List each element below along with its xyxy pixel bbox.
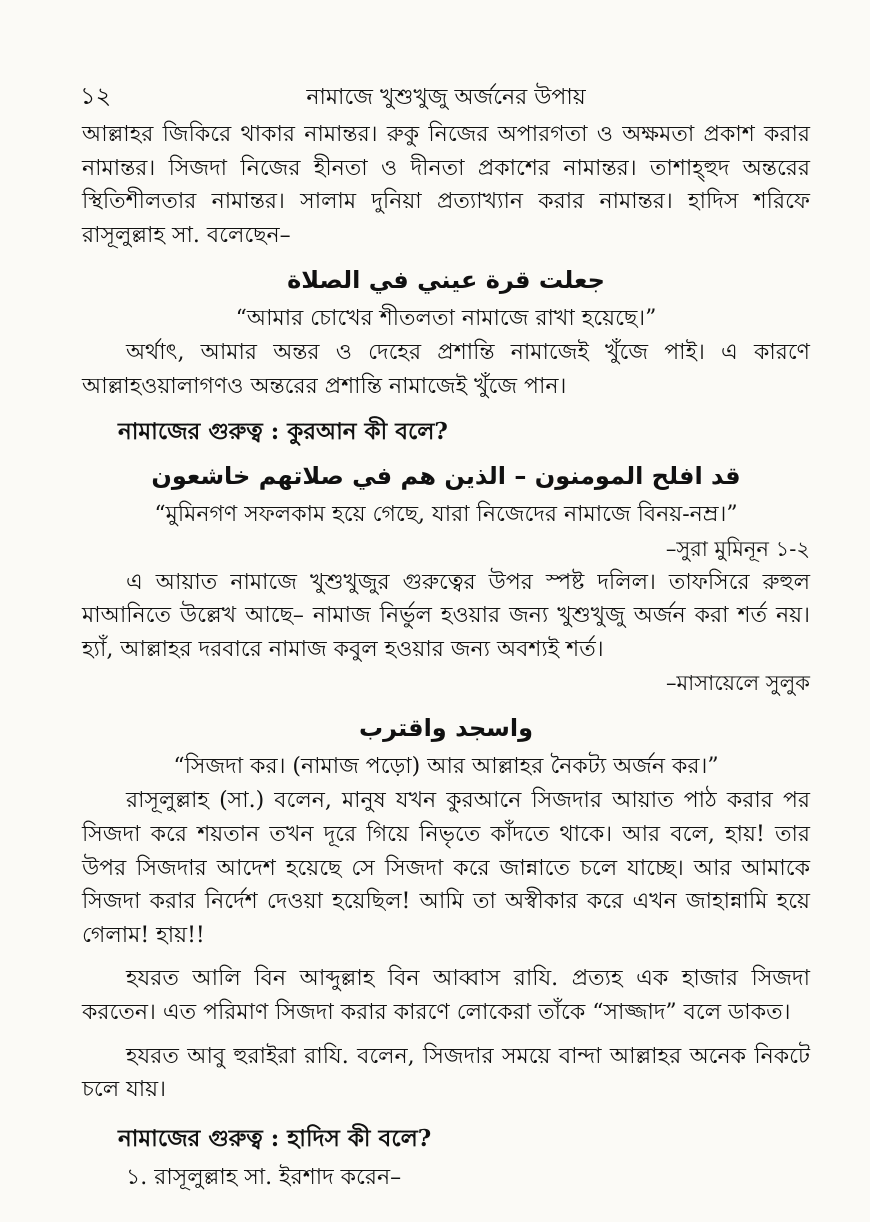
verse-source: –সুরা মুমিনূন ১-২ <box>665 536 810 561</box>
paragraph-6: হযরত আবু হুরাইরা রাযি. বলেন, সিজদার সময়ে বান্দা আল্লাহর অনেক নিকটে চলে যায়। <box>82 1043 810 1103</box>
section-heading-hadith: নামাজের গুরুত্ব : হাদিস কী বলে? <box>118 1124 432 1152</box>
paragraph-3: এ আয়াত নামাজে খুশুখুজুর গুরুত্বের উপর স্পষ্ট দলিল। তাফসিরে রুহুল মাআনিতে উল্লেখ আছে– নামাজ নির্ভুল হওয়ার জন্য খুশুখুজু অর্জন করা শর্ত নয়। হ্যাঁ, আল্লাহর দরবারে নামাজ কবুল হওয়ার জন্য অবশ্যই শর্ত। <box>82 569 810 662</box>
running-title: নামাজে খুশুখুজু অর্জনের উপায় <box>306 85 586 110</box>
hadith-translation: “আমার চোখের শীতলতা নামাজে রাখা হয়েছে।” <box>235 306 657 332</box>
paragraph-3-source: –মাসায়েলে সুলুক <box>666 671 810 696</box>
paragraph-2: অর্থাৎ, আমার অন্তর ও দেহের প্রশান্তি নামাজেই খুঁজে পাই। এ কারণে আল্লাহওয়ালাগণও অন্তরের প্রশান্তি নামাজেই খুঁজে পান। <box>82 340 810 399</box>
arabic-verse: قد افلح المومنون – الذين هم في صلاتهم خاشعون <box>151 461 741 490</box>
paragraph-7: ১. রাসূলুল্লাহ সা. ইরশাদ করেন– <box>126 1164 402 1190</box>
page-header <box>82 78 810 118</box>
paragraph-4: রাসূলুল্লাহ (সা.) বলেন, মানুষ যখন কুরআনে সিজদার আয়াত পাঠ করার পর সিজদা করে শয়তান তখন দূরে গিয়ে নিভৃতে কাঁদতে থাকে। আর বলে, হায়! তার উপর সিজদার আদেশ হয়েছে সে সিজদা করে জান্নাতে চলে যাচ্ছে। আর আমাকে সিজদা করার নির্দেশ দেওয়া হয়েছিল! আমি তা অস্বীকার করে এখন জাহান্নামি হয়ে গেলাম! হায়!! <box>82 788 810 948</box>
sajdah-translation: “সিজদা কর। (নামাজ পড়ো) আর আল্লাহর নৈকট্য অর্জন কর।” <box>173 754 719 780</box>
page-number: ১২ <box>80 82 112 110</box>
paragraph-5: হযরত আলি বিন আব্দুল্লাহ বিন আব্বাস রাযি. প্রত্যহ এক হাজার সিজদা করতেন। এত পরিমাণ সিজদা করার কারণে লোকেরা তাঁকে “সাজ্জাদ” বলে ডাকত। <box>82 966 810 1025</box>
paragraph-1: আল্লাহর জিকিরে থাকার নামান্তর। রুকু নিজের অপারগতা ও অক্ষমতা প্রকাশ করার নামান্তর। সিজদা নিজের হীনতা ও দীনতা প্রকাশের নামান্তর। তাশাহ্‌হুদ অন্তরের স্থিতিশীলতার নামান্তর। সালাম দুনিয়া প্রত্যাখ্যান করার নামান্তর। হাদিস শরিফে রাসূলুল্লাহ সা. বলেছেন– <box>82 122 810 248</box>
arabic-hadith: جعلت قرة عيني في الصلاة <box>287 266 605 295</box>
section-heading-quran: নামাজের গুরুত্ব : কুরআন কী বলে? <box>118 417 448 445</box>
arabic-verse-sajdah: واسجد واقترب <box>359 714 533 743</box>
verse-translation: “মুমিনগণ সফলকাম হয়ে গেছে, যারা নিজেদের নামাজে বিনয়-নম্র।” <box>154 501 738 527</box>
